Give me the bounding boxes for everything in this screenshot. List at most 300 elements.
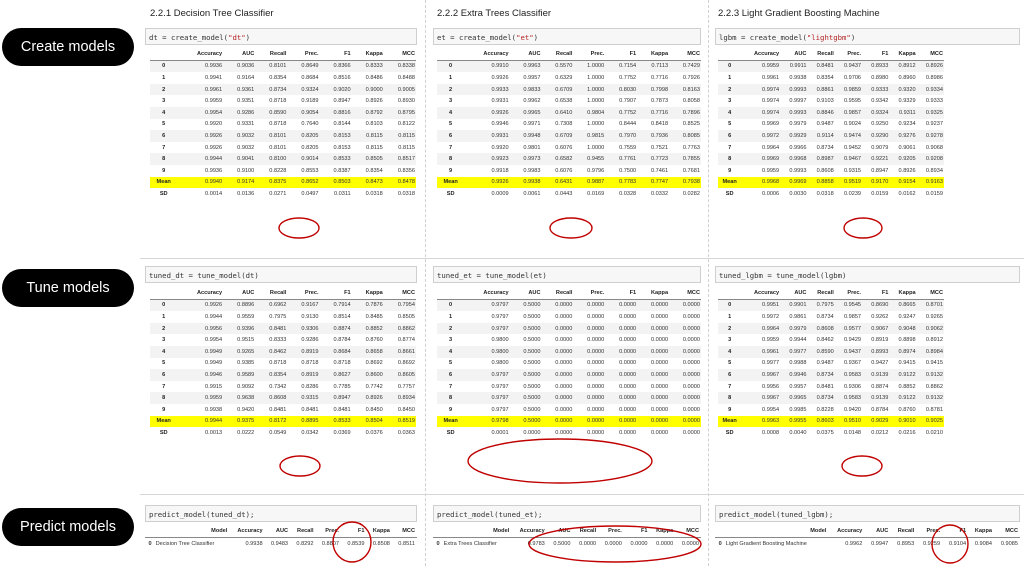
table-cell: 0.9020 <box>320 84 352 96</box>
row-label: 0 <box>437 60 464 72</box>
column-header: Prec. <box>598 525 624 538</box>
table-cell: 0.0000 <box>619 383 637 390</box>
table-cell: 0.8533 <box>320 153 352 165</box>
table-cell: 0.9174 <box>223 177 255 189</box>
column-header: AUC <box>223 48 255 60</box>
table-cell: 0.7785 <box>333 383 351 390</box>
table-cell: 0.9079 <box>871 144 889 151</box>
column-divider <box>425 0 426 566</box>
table-cell: 1.0000 <box>587 74 605 81</box>
table-row <box>718 153 944 165</box>
table-cell: 0.9936 <box>205 167 223 174</box>
row-label: Mean <box>718 177 741 189</box>
table-cell: 0.9437 <box>835 346 862 358</box>
table-cell: 0.8784 <box>333 337 351 344</box>
table-cell: 0.8172 <box>255 416 287 428</box>
table-row <box>150 311 416 323</box>
column-header: AUC <box>265 525 290 538</box>
table-cell: 0.9910 <box>464 60 509 72</box>
predict-lgbm-code-cell[interactable]: predict_model(tuned_lgbm); <box>715 505 1020 522</box>
table-cell: 0.8760 <box>898 406 916 413</box>
column-header: AUC <box>223 287 255 299</box>
row-label: 3 <box>162 98 166 105</box>
column-header: Kappa <box>352 287 384 299</box>
table-cell: 0.6431 <box>542 177 574 189</box>
table-cell: 0.7936 <box>637 130 669 142</box>
table-cell: 0.7342 <box>269 383 287 390</box>
table-cell: 0.0318 <box>816 190 834 197</box>
table-cell: 0.9926 <box>491 74 509 81</box>
row-label: 9 <box>728 406 732 413</box>
table-cell: 0.8701 <box>917 299 944 311</box>
table-cell: 0.0000 <box>682 313 700 320</box>
predict-et-table <box>433 525 701 550</box>
table-cell: 0.9032 <box>223 130 255 142</box>
table-cell: 0.9993 <box>780 107 807 119</box>
table-cell: 0.9933 <box>464 84 509 96</box>
column-header: MCC <box>392 525 417 538</box>
column-header: MCC <box>917 287 944 299</box>
table-cell: 0.8795 <box>384 107 416 119</box>
table-cell: 0.8486 <box>365 74 383 81</box>
row-label: 1 <box>728 74 732 81</box>
table-cell: 0.9833 <box>510 84 542 96</box>
table-cell: 0.9985 <box>789 406 807 413</box>
table-cell: 0.8684 <box>320 346 352 358</box>
table-cell: 0.0000 <box>605 369 637 381</box>
table-cell: 0.5000 <box>523 337 541 344</box>
table-row <box>718 358 944 370</box>
table-cell: 0.9487 <box>816 121 834 128</box>
table-row <box>150 381 416 393</box>
table-cell: 0.8862 <box>384 323 416 335</box>
table-cell: 0.8861 <box>807 84 834 96</box>
table-row <box>437 60 701 72</box>
table-cell: 0.9948 <box>510 130 542 142</box>
table-cell: 0.8144 <box>333 121 351 128</box>
table-cell: 0.9973 <box>510 153 542 165</box>
table-cell: 0.9132 <box>917 369 944 381</box>
table-cell: 0.0169 <box>587 190 605 197</box>
table-cell: 0.9938 <box>205 406 223 413</box>
table-cell: 0.9926 <box>177 130 223 142</box>
table-cell: 0.6410 <box>542 107 574 119</box>
table-row <box>437 107 701 119</box>
table-cell: 0.9000 <box>352 84 384 96</box>
table-cell: 0.0000 <box>682 383 700 390</box>
table-cell: 0.7938 <box>669 177 701 189</box>
table-row <box>718 177 944 189</box>
table-cell: 0.8163 <box>669 84 701 96</box>
table-row <box>718 60 944 72</box>
table-row <box>718 381 944 393</box>
table-cell: 0.8115 <box>398 144 415 151</box>
table-cell: 0.9333 <box>925 98 943 105</box>
table-cell: 0.9956 <box>177 323 223 335</box>
table-cell: 0.9163 <box>917 177 944 189</box>
table-row <box>437 119 701 131</box>
table-cell: 0.9189 <box>301 98 319 105</box>
table-cell: 0.8608 <box>807 323 834 335</box>
row-label: 0 <box>437 299 464 311</box>
table-cell: 0.9929 <box>780 130 807 142</box>
table-row <box>150 358 416 370</box>
table-cell: 0.9025 <box>917 416 944 428</box>
table-cell: 0.9084 <box>974 541 992 547</box>
row-label: Mean <box>150 416 177 428</box>
predict-et-code-cell[interactable]: predict_model(tuned_et); <box>433 505 701 522</box>
table-cell: 0.9041 <box>223 153 255 165</box>
table-cell: 0.0000 <box>555 406 573 413</box>
table-row <box>718 72 944 84</box>
table-cell: 0.9961 <box>762 74 780 81</box>
table-cell: 0.9857 <box>843 313 862 320</box>
corner-cell <box>437 48 464 60</box>
column-header: MCC <box>669 48 701 60</box>
table-row <box>437 381 701 393</box>
create-et-results-table <box>437 48 701 200</box>
table-cell: 0.8658 <box>352 346 384 358</box>
row-label: 2 <box>150 84 177 96</box>
table-cell: 0.8508 <box>372 541 390 547</box>
table-row <box>150 416 416 428</box>
table-cell: 0.9946 <box>780 369 807 381</box>
predict-dt-code-cell[interactable]: predict_model(tuned_dt); <box>145 505 417 522</box>
table-cell: 0.9427 <box>871 360 889 367</box>
table-cell: 0.9351 <box>237 98 255 105</box>
table-cell: 0.8846 <box>807 107 834 119</box>
table-cell: 0.9859 <box>835 84 862 96</box>
table-cell: 0.9455 <box>573 153 605 165</box>
table-row <box>150 177 416 189</box>
table-cell: 0.8608 <box>816 167 834 174</box>
table-row <box>718 334 944 346</box>
column-header: Kappa <box>352 48 384 60</box>
table-cell: 0.8387 <box>333 167 351 174</box>
table-cell: 0.8462 <box>816 337 834 344</box>
table-cell: 0.9342 <box>871 98 889 105</box>
row-label: 0 <box>150 299 177 311</box>
column-header: AUC <box>510 48 542 60</box>
column-header: F1 <box>862 48 889 60</box>
create-et-code-cell[interactable]: et = create_model("et") <box>433 28 701 45</box>
table-cell: 0.8478 <box>384 177 416 189</box>
table-cell: 0.9054 <box>287 107 319 119</box>
row-label: 7 <box>449 383 453 390</box>
tune-lgbm-code-cell[interactable]: tuned_lgbm = tune_model(lgbm) <box>715 266 1020 283</box>
table-cell: 0.8553 <box>301 167 319 174</box>
row-label: 6 <box>437 130 464 142</box>
table-cell: 0.7308 <box>555 121 573 128</box>
table-cell: 0.8450 <box>365 406 383 413</box>
table-cell: 0.8228 <box>269 167 287 174</box>
column-header: F1 <box>320 48 352 60</box>
table-cell: 0.9947 <box>871 541 889 547</box>
row-label: 0 <box>148 541 152 547</box>
table-cell: 0.0030 <box>789 190 807 197</box>
table-cell: 0.0000 <box>637 299 669 311</box>
row-label: SD <box>725 429 734 436</box>
table-cell: 0.8665 <box>889 299 916 311</box>
table-cell: 0.8525 <box>682 121 700 128</box>
table-cell: 0.0000 <box>682 337 700 344</box>
table-cell: 0.8338 <box>384 60 416 72</box>
table-cell: 0.6076 <box>555 167 573 174</box>
column-header: Recall <box>807 287 834 299</box>
table-cell: 0.0006 <box>762 190 780 197</box>
table-cell: 0.0159 <box>871 190 889 197</box>
table-cell: 0.0000 <box>650 360 669 367</box>
tune-dt-code-cell[interactable]: tuned_dt = tune_model(dt) <box>145 266 417 283</box>
table-cell: 0.9949 <box>177 346 223 358</box>
table-cell: 0.9487 <box>816 360 834 367</box>
table-cell: 0.9396 <box>223 323 255 335</box>
table-row <box>437 404 701 416</box>
table-cell: 0.8919 <box>871 337 889 344</box>
table-row <box>718 404 944 416</box>
table-cell: 0.9139 <box>862 369 889 381</box>
table-cell: 0.9510 <box>835 416 862 428</box>
row-label: 9 <box>162 406 166 413</box>
table-cell: 0.8101 <box>269 144 287 151</box>
table-cell: 0.8926 <box>917 60 944 72</box>
table-cell: 0.8375 <box>255 177 287 189</box>
annotation-circle <box>842 456 882 476</box>
table-cell: 0.9559 <box>237 313 255 320</box>
table-cell: 0.9420 <box>237 406 255 413</box>
table-cell: 0.8953 <box>897 541 915 547</box>
table-cell: 0.0014 <box>205 190 223 197</box>
table-cell: 0.8600 <box>352 369 384 381</box>
table-cell: 0.8473 <box>352 177 384 189</box>
table-cell: 0.9966 <box>789 144 807 151</box>
row-label: 4 <box>150 107 177 119</box>
table-cell: 0.9515 <box>237 337 255 344</box>
table-cell: 0.8661 <box>384 346 416 358</box>
table-cell: 0.8514 <box>333 313 351 320</box>
table-cell: 0.9923 <box>464 153 509 165</box>
table-cell: 0.8912 <box>889 60 916 72</box>
table-cell: 0.7154 <box>605 60 637 72</box>
table-cell: 0.8947 <box>871 167 889 174</box>
table-cell: 0.8934 <box>384 392 416 404</box>
table-cell: 0.8286 <box>301 383 319 390</box>
table-cell: 0.0271 <box>269 190 287 197</box>
table-cell: 0.8356 <box>397 167 415 174</box>
table-cell: 0.8734 <box>255 84 287 96</box>
column-header: F1 <box>320 287 352 299</box>
column-header: Prec. <box>287 287 319 299</box>
predict-lgbm-table <box>715 525 1020 550</box>
row-label: 8 <box>718 392 741 404</box>
column-header: Model <box>154 525 230 538</box>
table-cell: 0.9062 <box>917 323 944 335</box>
table-cell: 0.0000 <box>650 383 669 390</box>
table-cell: 0.9029 <box>862 416 889 428</box>
row-label: 6 <box>718 130 741 142</box>
table-cell: 0.6962 <box>255 299 287 311</box>
predict-dt-table <box>145 525 417 550</box>
row-label: 2 <box>718 84 741 96</box>
table-cell: 0.0000 <box>650 313 669 320</box>
table-cell: 0.0000 <box>542 392 574 404</box>
table-cell: 0.9474 <box>835 130 862 142</box>
table-cell: 0.8481 <box>816 383 834 390</box>
section-divider <box>140 494 1024 495</box>
table-row <box>150 142 416 154</box>
table-cell: 0.8862 <box>925 383 943 390</box>
table-cell: 0.9331 <box>237 121 255 128</box>
table-cell: 0.8354 <box>269 74 287 81</box>
row-label: 9 <box>728 167 732 174</box>
table-row <box>718 107 944 119</box>
table-cell: 0.9938 <box>245 541 263 547</box>
row-label: 6 <box>718 369 741 381</box>
column-header: Accuracy <box>464 48 509 60</box>
tune-et-results-table <box>437 287 701 439</box>
row-label: 2 <box>150 323 177 335</box>
table-row <box>437 130 701 142</box>
table-cell: 0.8354 <box>816 74 834 81</box>
column-header: Prec. <box>573 48 605 60</box>
table-cell: 0.9061 <box>898 144 916 151</box>
table-cell: 0.9519 <box>835 177 862 189</box>
table-cell: 0.7429 <box>669 60 701 72</box>
table-cell: 0.9974 <box>741 107 780 119</box>
row-label: 2 <box>437 84 464 96</box>
table-cell: 0.0000 <box>605 323 637 335</box>
table-cell: 0.0001 <box>491 429 509 436</box>
table-cell: 0.9959 <box>205 98 223 105</box>
column-header: AUC <box>510 287 542 299</box>
table-row <box>150 72 416 84</box>
table-cell: 0.9963 <box>510 60 542 72</box>
row-label: Mean <box>437 177 464 189</box>
table-cell: 0.8504 <box>352 416 384 428</box>
table-cell: 0.7500 <box>619 167 637 174</box>
column-header: Accuracy <box>177 48 223 60</box>
table-cell: 0.0000 <box>669 392 701 404</box>
table-cell: 0.0013 <box>205 429 223 436</box>
table-cell: 0.0328 <box>619 190 637 197</box>
table-cell: 0.9311 <box>889 107 916 119</box>
table-cell: 0.7907 <box>619 98 637 105</box>
table-cell: 0.0000 <box>605 416 637 428</box>
row-label: 1 <box>449 74 453 81</box>
table-cell: 0.0000 <box>650 406 669 413</box>
table-cell: 0.9385 <box>237 360 255 367</box>
table-cell: 0.8511 <box>398 541 415 547</box>
table-row <box>718 84 944 96</box>
table-cell: 0.9324 <box>287 84 319 96</box>
tune-et-code-cell[interactable]: tuned_et = tune_model(et) <box>433 266 701 283</box>
table-cell: 0.9949 <box>205 360 223 367</box>
table-cell: 0.8649 <box>287 60 319 72</box>
column-header: Accuracy <box>177 287 223 299</box>
table-cell: 0.0000 <box>573 299 605 311</box>
row-label: 5 <box>449 360 453 367</box>
table-cell: 0.5000 <box>523 360 541 367</box>
row-label: 4 <box>150 346 177 358</box>
column-header: Model <box>724 525 829 538</box>
table-cell: 0.9375 <box>223 416 255 428</box>
row-label: 6 <box>150 130 177 142</box>
table-cell: 0.9938 <box>789 74 807 81</box>
table-cell: 0.7954 <box>384 299 416 311</box>
table-cell: 0.9977 <box>780 346 807 358</box>
table-cell: 0.7461 <box>650 167 669 174</box>
table-cell: 0.9589 <box>223 369 255 381</box>
table-cell: 0.8517 <box>384 153 416 165</box>
table-cell: 0.9901 <box>780 299 807 311</box>
table-cell: 0.9969 <box>741 153 780 165</box>
table-cell: 0.9467 <box>835 153 862 165</box>
table-cell: 0.8488 <box>397 74 415 81</box>
table-row <box>150 346 416 358</box>
table-cell: 0.7975 <box>269 313 287 320</box>
row-label: SD <box>159 190 168 197</box>
table-cell: 0.9420 <box>843 406 862 413</box>
table-cell: 0.0000 <box>682 360 700 367</box>
row-label: 2 <box>437 323 464 335</box>
table-cell: 0.0000 <box>630 541 648 547</box>
model-name: Light Gradient Boosting Machine <box>725 541 807 547</box>
table-cell: 0.0363 <box>397 429 415 436</box>
table-cell: 0.6329 <box>555 74 573 81</box>
table-cell: 0.0000 <box>573 416 605 428</box>
column-header: MCC <box>994 525 1020 538</box>
table-cell: 0.8539 <box>347 541 365 547</box>
table-cell: 0.0443 <box>555 190 573 197</box>
table-cell: 0.9415 <box>898 360 916 367</box>
table-cell: 0.6582 <box>542 153 574 165</box>
annotation-circle <box>279 218 319 238</box>
table-row <box>433 538 701 551</box>
table-row <box>437 299 701 311</box>
table-cell: 0.9797 <box>491 383 509 390</box>
table-row <box>437 177 701 189</box>
table-cell: 0.9367 <box>843 360 862 367</box>
table-cell: 0.0239 <box>843 190 862 197</box>
table-cell: 0.8926 <box>352 392 384 404</box>
table-cell: 0.8603 <box>807 416 834 428</box>
table-cell: 0.8718 <box>333 360 351 367</box>
row-label: 8 <box>150 153 177 165</box>
table-cell: 0.7896 <box>669 107 701 119</box>
create-dt-code-cell[interactable]: dt = create_model("dt") <box>145 28 417 45</box>
model-name: Decision Tree Classifier <box>155 541 215 547</box>
create-lgbm-code-cell[interactable]: lgbm = create_model("lightgbm") <box>715 28 1020 45</box>
table-cell: 0.0282 <box>682 190 700 197</box>
column-header: Kappa <box>650 525 676 538</box>
row-label: 3 <box>449 98 453 105</box>
table-cell: 0.9946 <box>177 369 223 381</box>
table-cell: 0.9005 <box>384 84 416 96</box>
table-cell: 0.8781 <box>925 406 943 413</box>
table-row <box>437 392 701 404</box>
table-cell: 0.9962 <box>523 98 541 105</box>
table-cell: 0.9979 <box>780 323 807 335</box>
table-cell: 0.9800 <box>491 360 509 367</box>
table-cell: 0.8852 <box>898 383 916 390</box>
table-cell: 0.0000 <box>682 429 700 436</box>
table-cell: 0.8912 <box>925 337 943 344</box>
column-header: F1 <box>942 525 968 538</box>
table-row <box>150 392 416 404</box>
column-header: MCC <box>384 287 416 299</box>
table-cell: 0.0375 <box>816 429 834 436</box>
tune-lgbm-results-table <box>718 287 944 439</box>
